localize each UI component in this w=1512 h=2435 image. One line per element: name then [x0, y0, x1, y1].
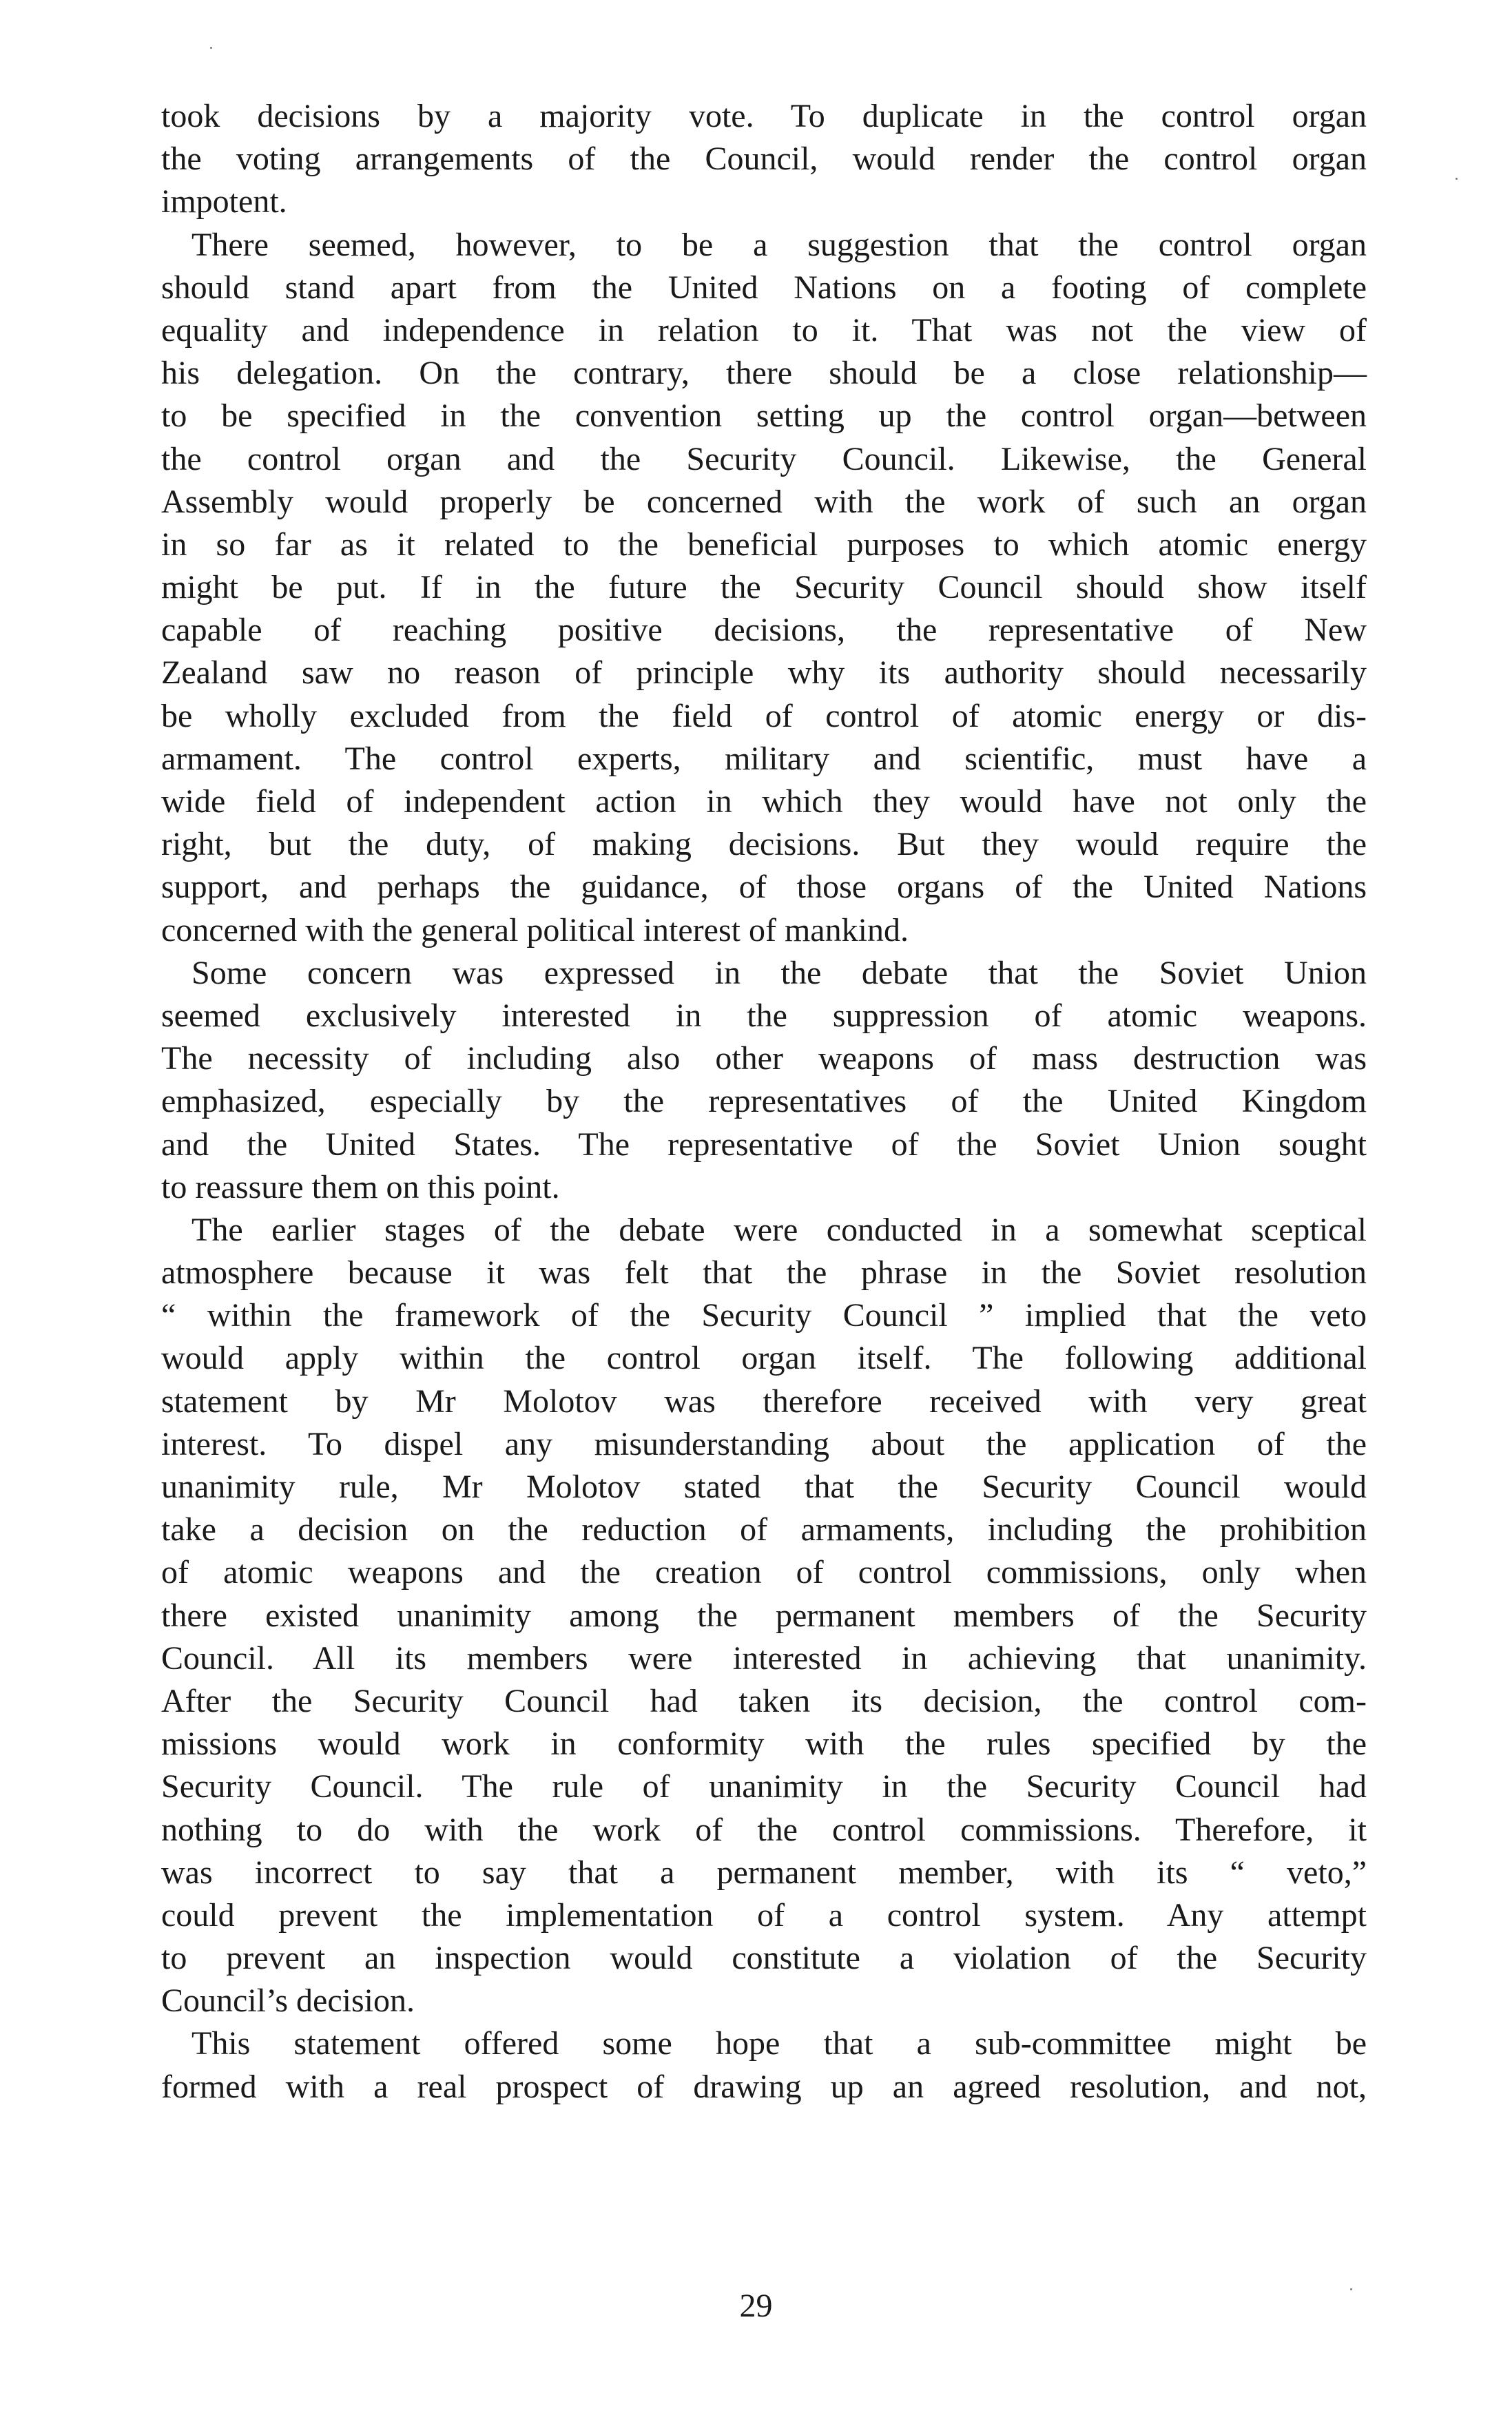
scan-speck [210, 47, 212, 49]
text-line: to be specified in the convention setting up the control organ—between [161, 397, 1367, 435]
text-line: concerned with the general political interest of mankind. [161, 911, 909, 949]
text-line: and the United States. The representative of the Soviet Union sought [161, 1126, 1367, 1163]
text-line: take a decision on the reduction of armaments, including the prohibition [161, 1511, 1367, 1548]
paragraph [161, 1209, 1367, 2023]
text-line: capable of reaching positive decisions, the representative of New [161, 612, 1367, 649]
text-line: the voting arrangements of the Council, would render the control organ [161, 141, 1367, 178]
text-line: the control organ and the Security Council. Likewise, the General [161, 440, 1367, 477]
scan-speck [1456, 178, 1458, 180]
paragraph [161, 2022, 1367, 2108]
text-line: might be put. If in the future the Security Council should show itself [161, 569, 1367, 606]
text-line: Security Council. The rule of unanimity in the Security Council had [161, 1768, 1367, 1805]
text-line: there existed unanimity among the permanent members of the Security [161, 1597, 1367, 1634]
text-line: The earlier stages of the debate were conducted in a somewhat sceptical [191, 1211, 1367, 1248]
text-line: There seemed, however, to be a suggestion that the control organ [191, 226, 1367, 263]
page-number: 29 [739, 2288, 773, 2324]
paragraph [161, 224, 1367, 952]
text-line: The necessity of including also other weapons of mass destruction was [161, 1040, 1367, 1077]
text-line: would apply within the control organ itself. The following additional [161, 1340, 1367, 1377]
text-line: be wholly excluded from the field of control of atomic energy or dis- [161, 697, 1367, 734]
text-line: support, and perhaps the guidance, of those organs of the United Nations [161, 869, 1367, 906]
text-line: This statement offered some hope that a sub-committee might be [191, 2025, 1367, 2062]
text-line: his delegation. On the contrary, there should be a close relationship— [161, 355, 1367, 392]
text-line: “ within the framework of the Security Council ” implied that the veto [161, 1297, 1367, 1334]
text-line: to reassure them on this point. [161, 1168, 560, 1205]
text-line: took decisions by a majority vote. To duplicate in the control organ [161, 98, 1367, 134]
text-line: could prevent the implementation of a control system. Any attempt [161, 1896, 1367, 1934]
text-line: atmosphere because it was felt that the phrase in the Soviet resolution [161, 1254, 1367, 1292]
text-line: armament. The control experts, military and scientific, must have a [161, 740, 1367, 777]
text-line: to prevent an inspection would constitute a violation of the Security [161, 1940, 1367, 1977]
text-line: formed with a real prospect of drawing up an agreed resolution, and not, [161, 2068, 1367, 2105]
text-line: in so far as it related to the beneficial purposes to which atomic energy [161, 526, 1367, 563]
text-line: statement by Mr Molotov was therefore received with very great [161, 1382, 1367, 1420]
text-line: emphasized, especially by the representatives of the United Kingdom [161, 1083, 1367, 1120]
text-line: wide field of independent action in which they would have not only the [161, 783, 1367, 820]
text-line: After the Security Council had taken its decision, the control com- [161, 1682, 1367, 1719]
text-line: right, but the duty, of making decisions. But they would require the [161, 826, 1367, 863]
text-line: should stand apart from the United Nations on a footing of complete [161, 269, 1367, 306]
text-line: was incorrect to say that a permanent member, with its “ veto,” [161, 1854, 1367, 1891]
text-line: Council. All its members were interested in achieving that unanimity. [161, 1639, 1367, 1677]
text-line: impotent. [161, 183, 287, 220]
text-line: equality and independence in relation to it. That was not the view of [161, 311, 1367, 349]
text-line: Some concern was expressed in the debate that the Soviet Union [191, 954, 1367, 991]
document-body [161, 95, 1367, 2108]
paragraph [161, 952, 1367, 1209]
paragraph [161, 95, 1367, 224]
text-line: of atomic weapons and the creation of control commissions, only when [161, 1554, 1367, 1591]
text-line: Council’s decision. [161, 1982, 415, 2020]
text-line: unanimity rule, Mr Molotov stated that the Security Council would [161, 1469, 1367, 1505]
text-line: Assembly would properly be concerned with the work of such an organ [161, 483, 1367, 520]
text-line: interest. To dispel any misunderstanding about the application of the [161, 1425, 1367, 1462]
text-line: missions would work in conformity with the rules specified by the [161, 1726, 1367, 1763]
text-line: seemed exclusively interested in the suppression of atomic weapons. [161, 997, 1367, 1034]
text-line: Zealand saw no reason of principle why its authority should necessarily [161, 654, 1367, 692]
text-line: nothing to do with the work of the control commissions. Therefore, it [161, 1811, 1367, 1848]
